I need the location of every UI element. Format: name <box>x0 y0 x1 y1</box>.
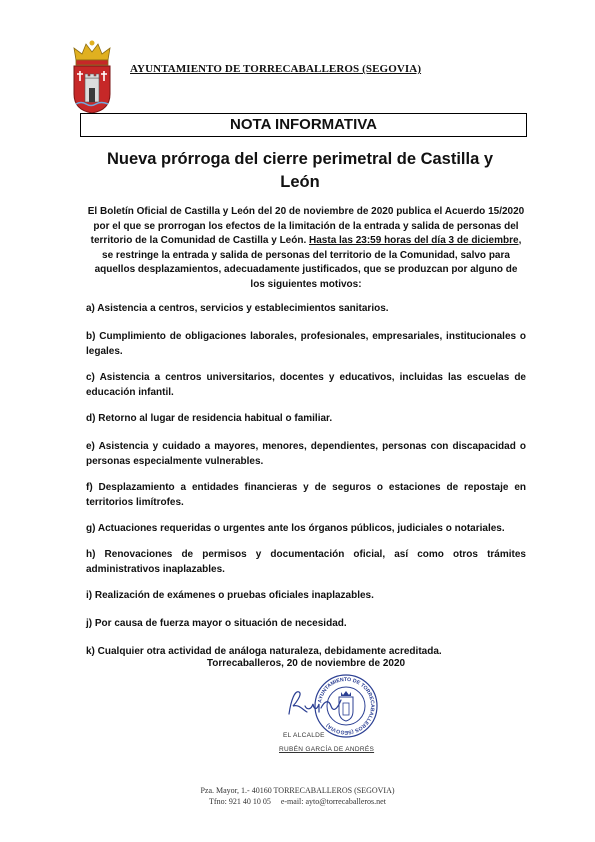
signer-name: RUBÉN GARCÍA DE ANDRÉS <box>279 746 375 753</box>
place-date: Torrecaballeros, 20 de noviembre de 2020 <box>206 658 406 669</box>
reason-item: j) Por causa de fuerza mayor o situación de necesidad. <box>86 618 347 629</box>
seal-text: AYUNTAMIENTO DE TORRECABALLEROS (SEGOVIA) <box>317 676 376 736</box>
footer-phone: Tfno: 921 40 10 05 <box>209 797 271 806</box>
intro-text-after: , se restringe la entrada y salida de personas del territorio de la Comunidad, salvo para aquellos desplazamientos, adecuadamente justificados, que se produzcan por alguno de los siguientes motivos: <box>94 235 522 290</box>
reason-item: d) Retorno al lugar de residencia habitual o familiar. <box>86 413 333 424</box>
organization-name: AYUNTAMIENTO DE TORRECABALLEROS (SEGOVIA) <box>130 63 422 75</box>
footer-email: e-mail: ayto@torrecaballeros.net <box>280 797 386 806</box>
document-title <box>90 148 510 194</box>
reason-item: f) Desplazamiento a entidades financieras y de seguros o estaciones de repostaje en territorios limítrofes. <box>86 482 526 508</box>
reason-item: b) Cumplimiento de obligaciones laborales, profesionales, empresariales, institucionales o legales. <box>86 331 526 357</box>
reasons-list <box>86 301 526 672</box>
intro-paragraph <box>86 205 526 292</box>
reason-item: i) Realización de exámenes o pruebas oficiales inaplazables. <box>86 590 374 601</box>
reason-item: c) Asistencia a centros universitarios, docentes y educativos, incluidas las escuelas de educación infantil. <box>86 372 526 398</box>
coat-of-arms-icon <box>70 38 114 114</box>
footer-address: Pza. Mayor, 1.- 40160 TORRECABALLEROS (SEGOVIA) <box>200 786 395 795</box>
footer-contact <box>0 796 595 807</box>
reason-item: h) Renovaciones de permisos y documentación oficial, así como otros trámites administrativos inaplazables. <box>86 549 526 575</box>
note-heading: NOTA INFORMATIVA <box>80 113 527 137</box>
intro-text-before: El Boletín Oficial de Castilla y León del 20 de noviembre de 2020 publica el Acuerdo 15/2020 por el que se prorrogan los efectos de la limitación de la entrada y salida de personas del territorio de la Comunidad de Castilla y León. <box>87 206 525 246</box>
signer-role: EL ALCALDE <box>283 732 325 739</box>
reason-item: e) Asistencia y cuidado a mayores, menores, dependientes, personas con discapacidad o personas especialmente vulnerables. <box>86 441 526 467</box>
deadline-highlight: Hasta las 23:59 horas del día 3 de diciembre <box>309 235 519 246</box>
footer <box>0 785 595 807</box>
handwritten-signature <box>285 686 345 720</box>
reason-item: a) Asistencia a centros, servicios y establecimientos sanitarios. <box>86 303 389 314</box>
reason-item: k) Cualquier otra actividad de análoga naturaleza, debidamente acreditada. <box>86 646 442 657</box>
reason-item: g) Actuaciones requeridas o urgentes ante los órganos públicos, judiciales o notariales. <box>86 523 505 534</box>
title-line-1: Nueva prórroga del cierre perimetral de Castilla y <box>106 150 494 168</box>
title-line-2: León <box>280 173 320 191</box>
